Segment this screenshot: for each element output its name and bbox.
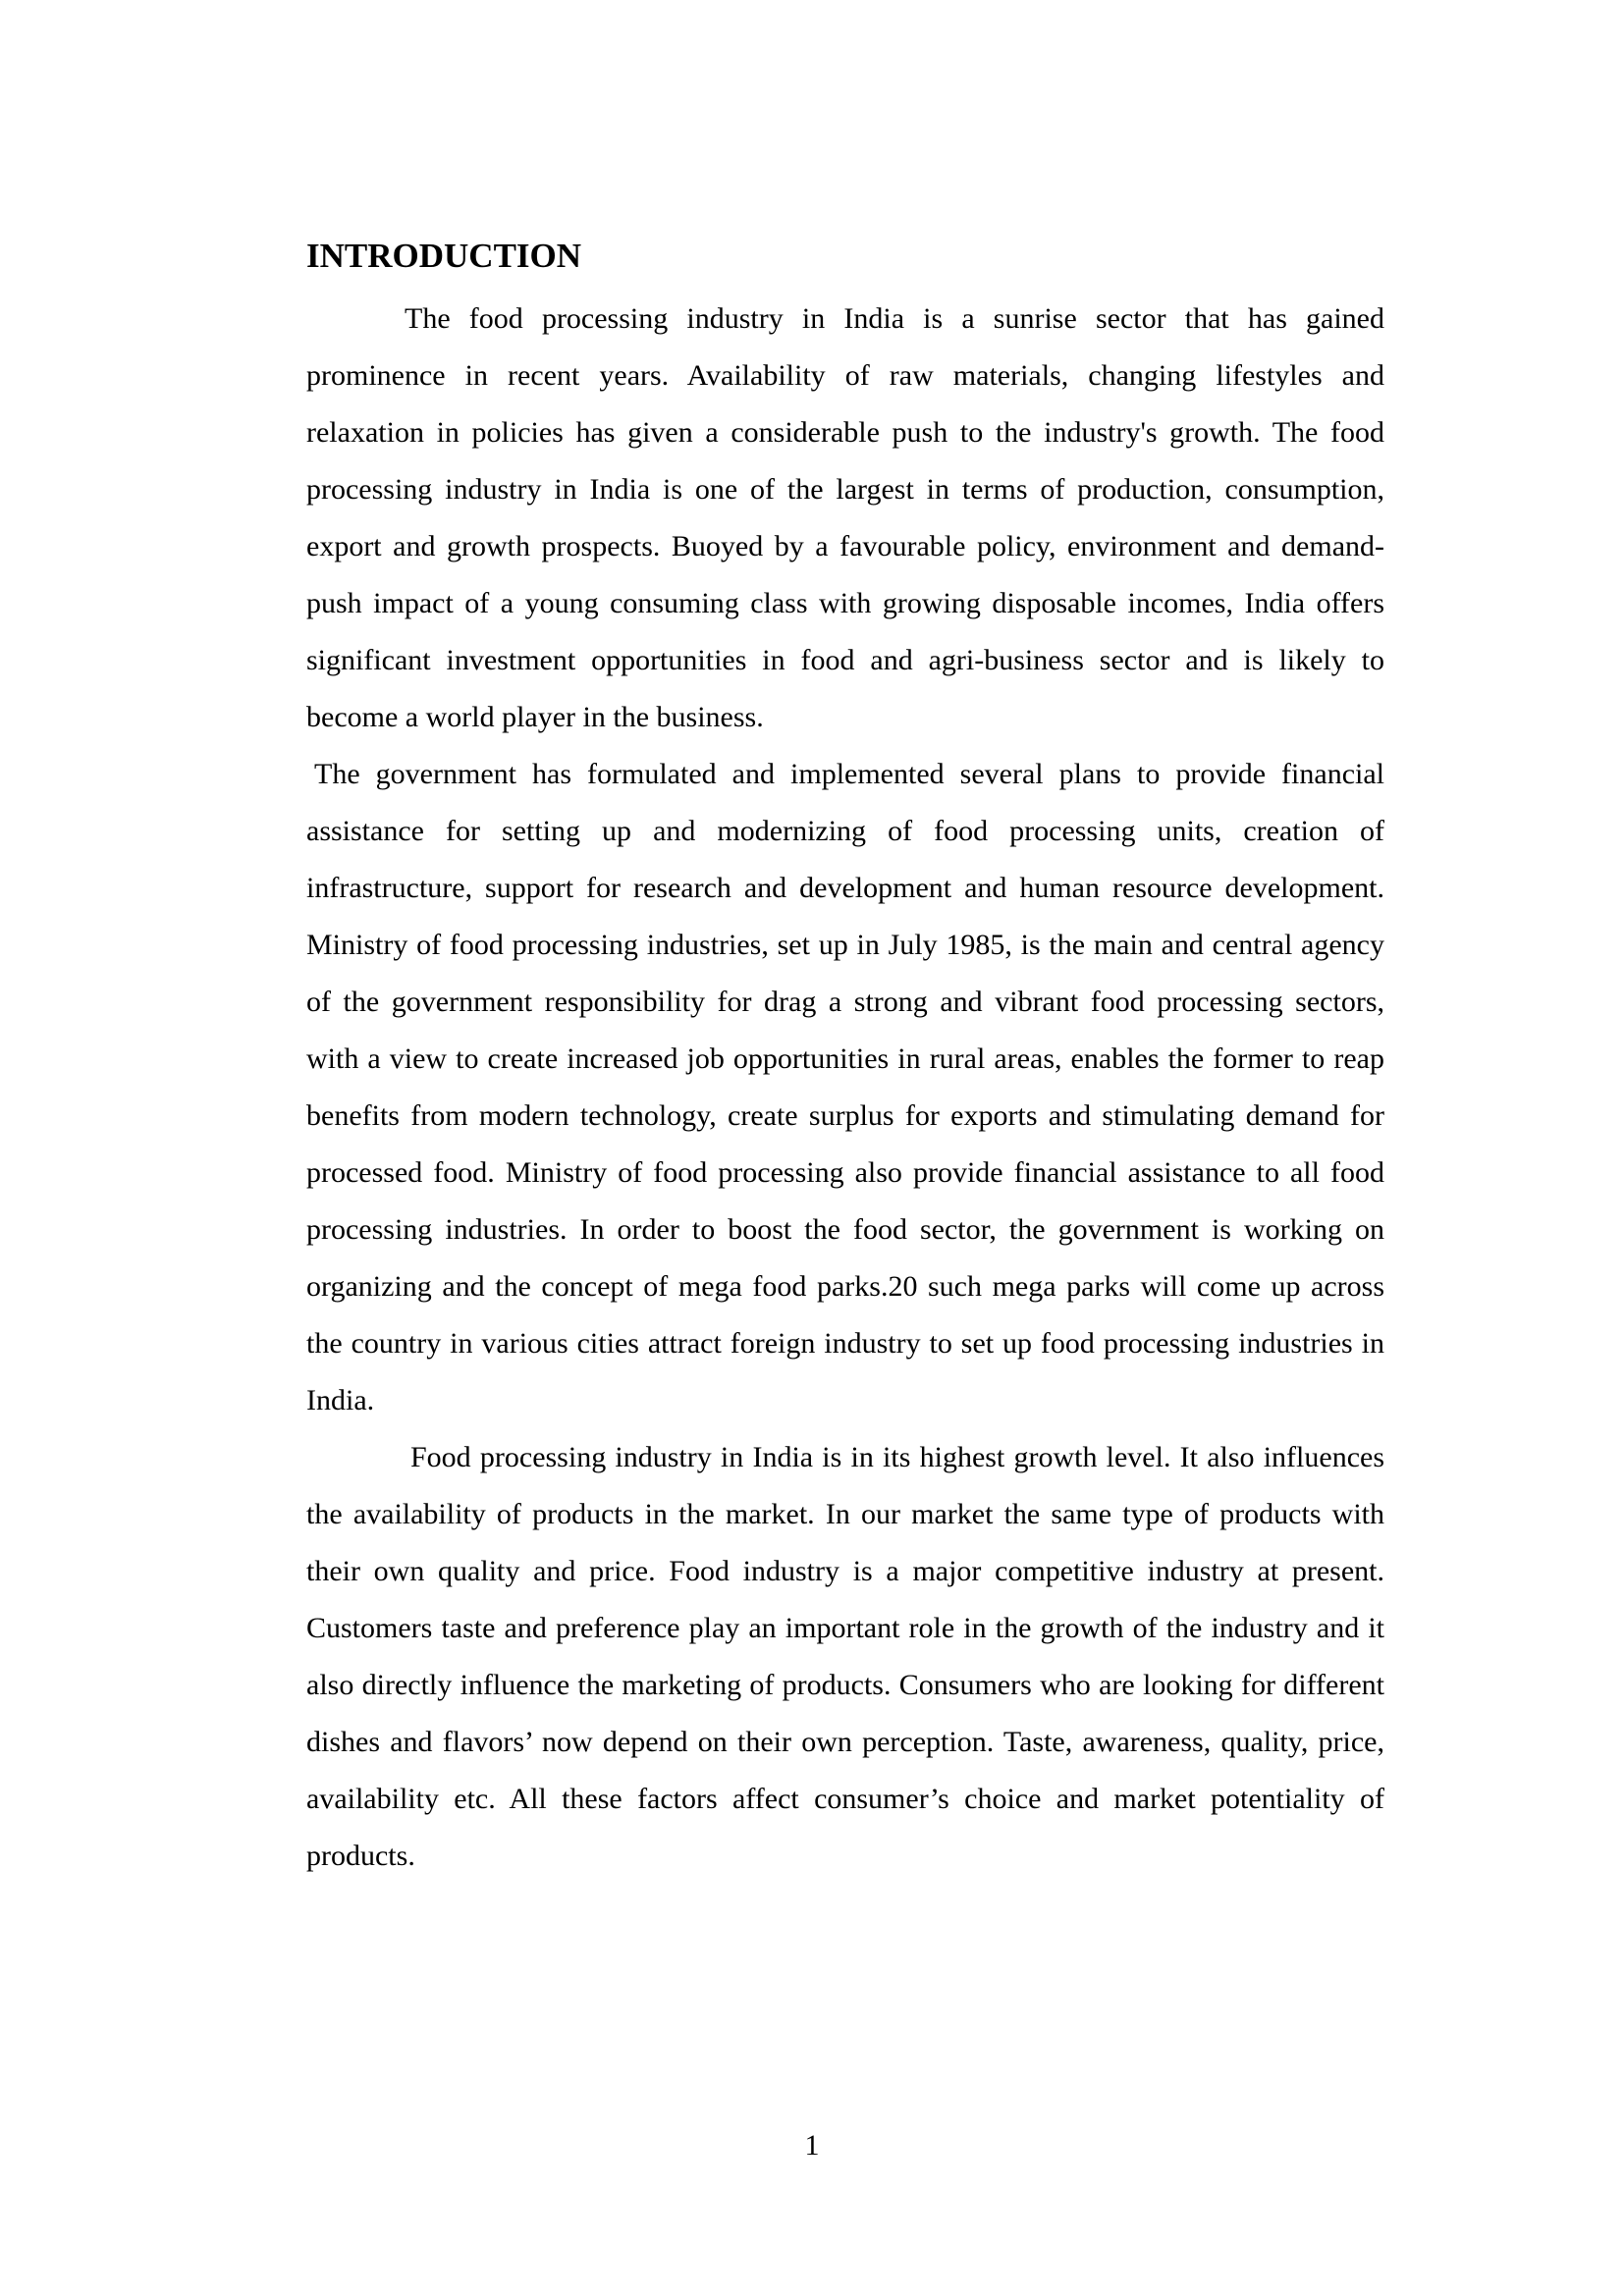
page-number: 1: [804, 2129, 820, 2162]
paragraph-2: The government has formulated and implemented several plans to provide financial assistance for setting up and modernizing of food processing units, creation of infrastructure, support for research and development and human resource development. Ministry of food processing industries, set up in July 1985, is the main and central agency of the government responsibility for drag a strong and vibrant food processing sectors, with a view to create increased job opportunities in rural areas, enables the former to reap benefits from modern technology, create surplus for exports and stimulating demand for processed food. Ministry of food processing also provide financial assistance to all food processing industries. In order to boost the food sector, the government is working on organizing and the concept of mega food parks.20 such mega parks will come up across the country in various cities attract foreign industry to set up food processing industries in India.: [306, 758, 1384, 1416]
paragraph-3: Food processing industry in India is in its highest growth level. It also influences the availability of products in the market. In our market the same type of products with their own quality and price. Food industry is a major competitive industry at present. Customers taste and preference play an important role in the growth of the industry and it also directly influence the marketing of products. Consumers who are looking for different dishes and flavors’ now depend on their own perception. Taste, awareness, quality, price, availability etc. All these factors affect consumer’s choice and market potentiality of products.: [306, 1441, 1384, 1872]
section-heading: INTRODUCTION: [306, 237, 582, 275]
page-body: [306, 236, 1384, 1885]
paragraph-1: The food processing industry in India is a sunrise sector that has gained prominence in recent years. Availability of raw materials, changing lifestyles and relaxation in policies has given a considerable push to the industry's growth. The food processing industry in India is one of the largest in terms of production, consumption, export and growth prospects. Buoyed by a favourable policy, environment and demand-push impact of a young consuming class with growing disposable incomes, India offers significant investment opportunities in food and agri-business sector and is likely to become a world player in the business.: [306, 302, 1384, 733]
